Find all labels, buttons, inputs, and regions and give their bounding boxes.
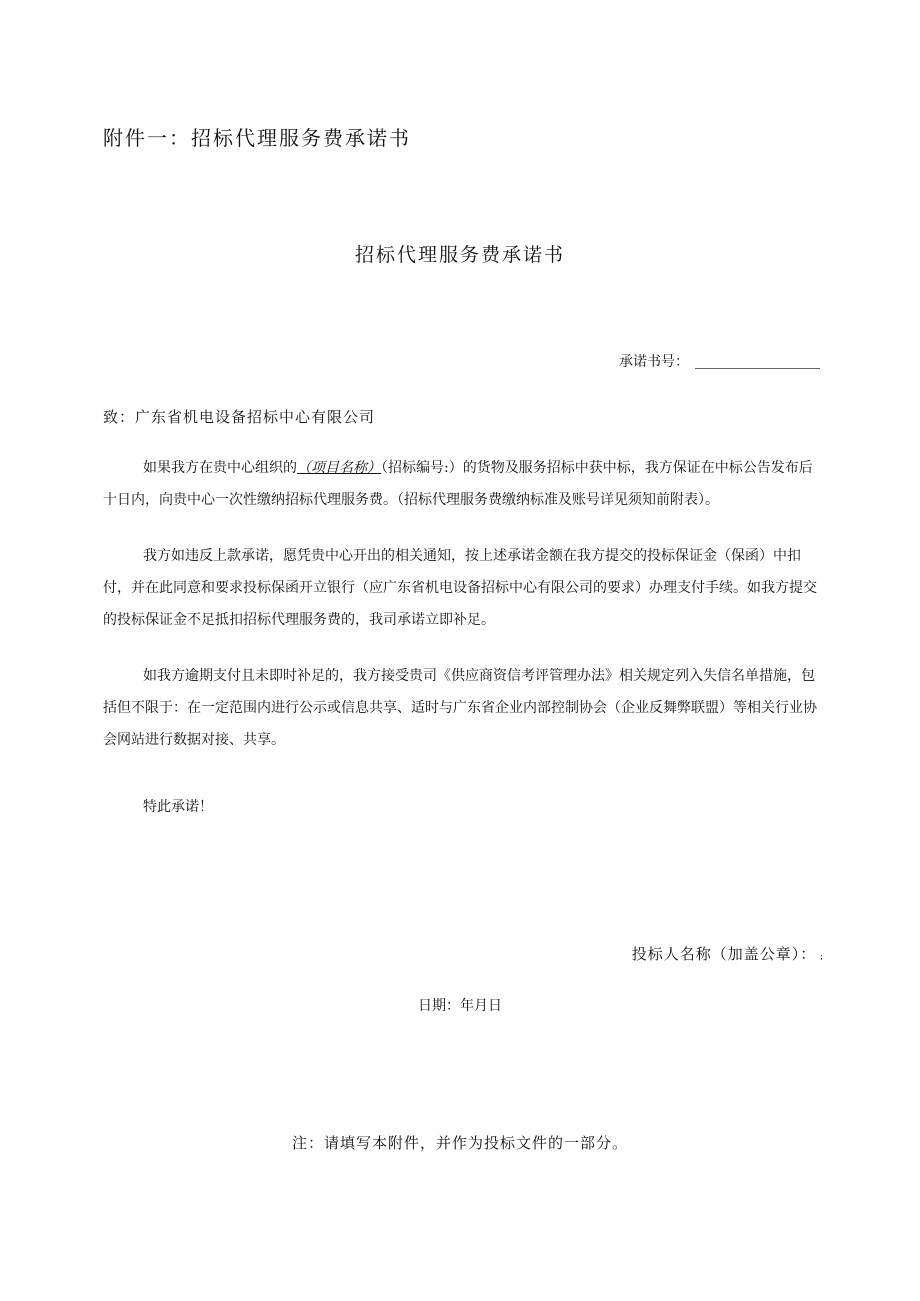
attachment-title: 附件一：招标代理服务费承诺书 xyxy=(103,126,411,150)
paragraph-3: 如我方逾期支付且未即时补足的，我方接受贵司《供应商资信考评管理办法》相关规定列入失信名单措施，包括但不限于：在一定范围内进行公示或信息共享、适时与广东省企业内部控制协会（企业反舞弊联盟）等相关行业协会网站进行数据对接、共享。 xyxy=(103,668,817,748)
project-name-placeholder: （项目名称） xyxy=(297,460,381,476)
paragraph-1-after: （招标编号:）的货物及服务招标中获中标，我方保证在中标公告发布后十日内，向贵中心一次性缴纳招标代理服务费。（招标代理服务费缴纳标准及账号详见须知前附表）。 xyxy=(103,460,813,508)
paragraph-1-before: 如果我方在贵中心组织的 xyxy=(143,460,297,476)
footer-note: 注：请填写本附件，并作为投标文件的一部分。 xyxy=(291,1134,628,1152)
paragraph-2: 我方如违反上款承诺，愿凭贵中心开出的相关通知，按上述承诺金额在我方提交的投标保证金（保函）中扣付，并在此同意和要求投标保函开立银行（应广东省机电设备招标中心有限公司的要求）办理支付手续。如我方提交的投标保证金不足抵扣招标代理服务费的，我司承诺立即补足。 xyxy=(103,548,817,628)
signer-label: 投标人名称（加盖公章）： xyxy=(631,945,817,963)
signer-line xyxy=(632,943,824,964)
signer-mark: ; xyxy=(820,952,824,961)
commitment-number-line xyxy=(619,351,820,371)
commitment-number-label: 承诺书号： xyxy=(619,354,689,370)
commitment-number-blank xyxy=(695,356,820,369)
recipient-line: 致：广东省机电设备招标中心有限公司 xyxy=(103,408,376,426)
document-title: 招标代理服务费承诺书 xyxy=(354,244,565,266)
date-line: 日期：年月日 xyxy=(418,998,502,1014)
closing-statement: 特此承诺！ xyxy=(143,799,213,815)
paragraph-1 xyxy=(103,452,823,516)
